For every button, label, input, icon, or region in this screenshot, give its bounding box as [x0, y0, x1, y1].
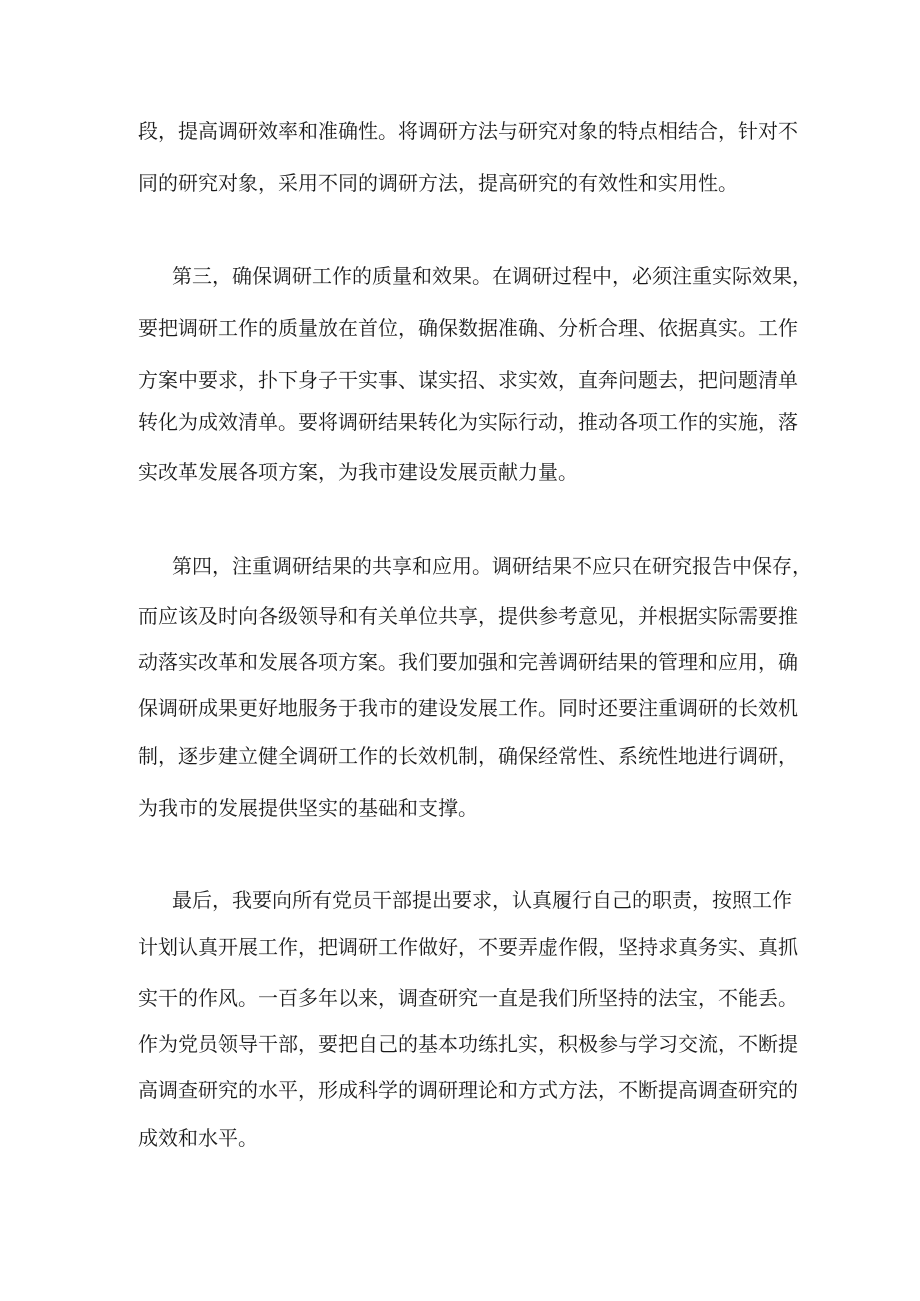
p4-line-4: 作为党员领导干部，要把自己的基本功练扎实，积极参与学习交流，不断提: [138, 1032, 798, 1056]
p3-line-6: 为我市的发展提供坚实的基础和支撑。: [138, 796, 478, 820]
p3-line-4: 保调研成果更好地服务于我市的建设发展工作。同时还要注重调研的长效机: [138, 696, 798, 720]
p4-line-2: 计划认真开展工作，把调研工作做好，不要弄虚作假，坚持求真务实、真抓: [138, 935, 798, 959]
p2-line-1: 第三，确保调研工作的质量和效果。在调研过程中，必须注重实际效果，: [172, 264, 812, 288]
p4-line-3: 实干的作风。一百多年以来，调查研究一直是我们所坚持的法宝，不能丢。: [138, 986, 798, 1010]
p2-line-3: 方案中要求，扑下身子干实事、谋实招、求实效，直奔问题去，把问题清单: [138, 368, 798, 392]
p3-line-5: 制，逐步建立健全调研工作的长效机制，确保经常性、系统性地进行调研，: [138, 744, 798, 768]
p4-line-6: 成效和水平。: [138, 1126, 258, 1150]
p3-line-3: 动落实改革和发展各项方案。我们要加强和完善调研结果的管理和应用，确: [138, 650, 798, 674]
p1-line-1: 段，提高调研效率和准确性。将调研方法与研究对象的特点相结合，针对不: [138, 119, 798, 143]
p4-line-1: 最后，我要向所有党员干部提出要求，认真履行自己的职责，按照工作: [172, 888, 792, 912]
p2-line-2: 要把调研工作的质量放在首位，确保数据准确、分析合理、依据真实。工作: [138, 316, 798, 340]
p2-line-5: 实改革发展各项方案，为我市建设发展贡献力量。: [138, 460, 578, 484]
p3-line-2: 而应该及时向各级领导和有关单位共享，提供参考意见，并根据实际需要推: [138, 604, 798, 628]
p3-line-1: 第四，注重调研结果的共享和应用。调研结果不应只在研究报告中保存，: [172, 554, 812, 578]
p4-line-5: 高调查研究的水平，形成科学的调研理论和方式方法，不断提高调查研究的: [138, 1078, 798, 1102]
p2-line-4: 转化为成效清单。要将调研结果转化为实际行动，推动各项工作的实施，落: [138, 410, 798, 434]
p1-line-2: 同的研究对象，采用不同的调研方法，提高研究的有效性和实用性。: [138, 171, 738, 195]
